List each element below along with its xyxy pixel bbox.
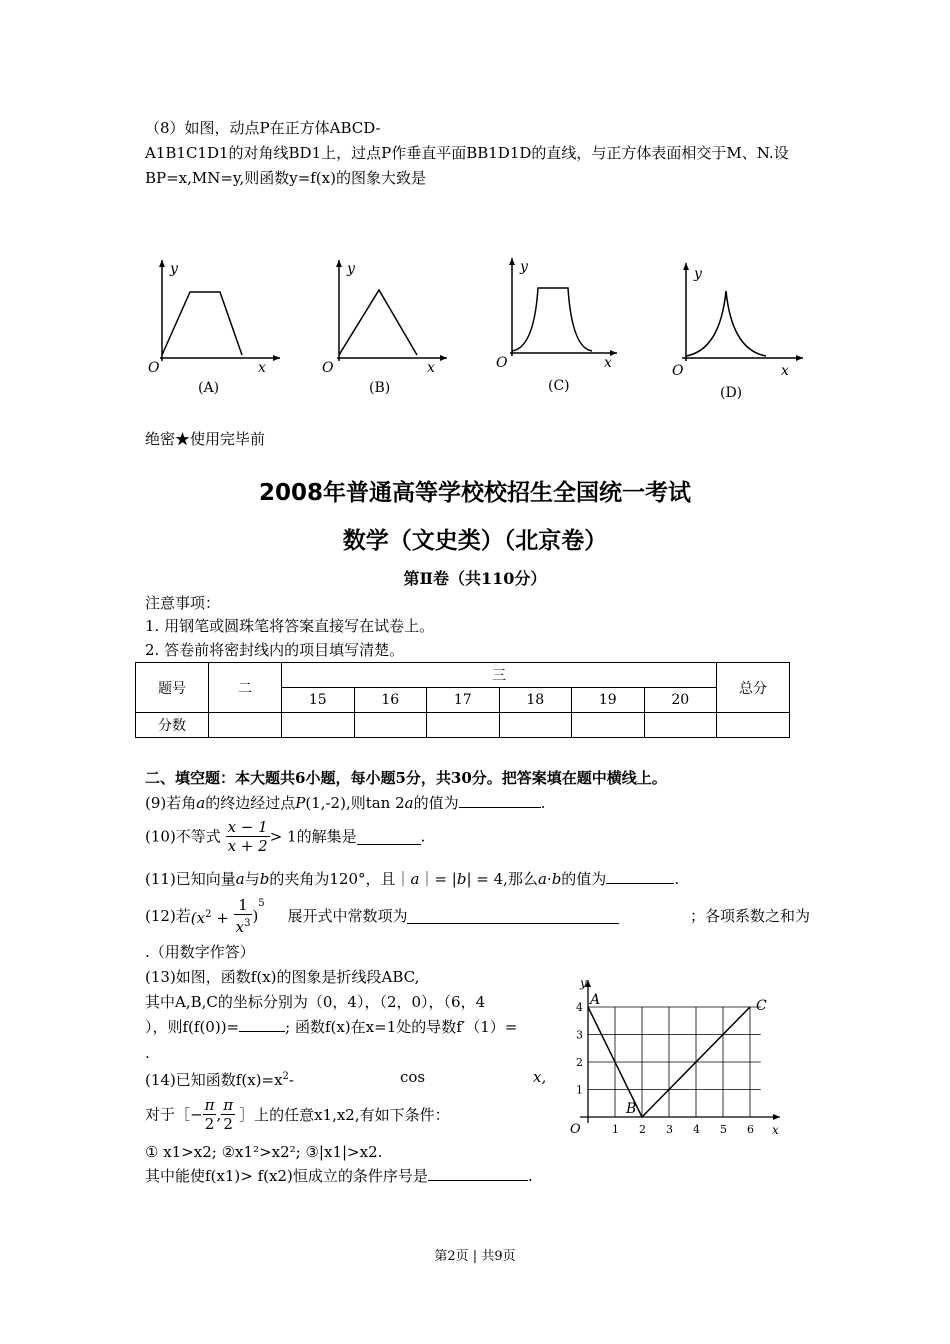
q13-origin: O bbox=[570, 1122, 581, 1137]
score-cell[interactable] bbox=[644, 713, 717, 738]
q14-line1a: (14)已知函数f(x)=x bbox=[145, 1071, 283, 1089]
notice-item-2: 2. 答卷前将密封线内的项目填写清楚。 bbox=[145, 641, 405, 659]
question-9: (9)若角a的终边经过点P(1,-2),则tan 2a的值为 . bbox=[145, 794, 546, 812]
q12-open: (x bbox=[190, 908, 206, 927]
q13-y-tick: 4 bbox=[576, 1001, 583, 1014]
q13-x-tick: 6 bbox=[747, 1123, 754, 1136]
q10-text-a: (10)不等式 bbox=[145, 827, 221, 846]
score-cell[interactable] bbox=[572, 713, 645, 738]
question-12: (12)若($x^2$ + $\frac{1}{x^3}$ )$^5$ 展开式中常数项为 ；各项系数之和为 bbox=[145, 896, 810, 936]
q13-x-tick: 1 bbox=[612, 1123, 619, 1136]
question-8 bbox=[145, 116, 815, 191]
q12-fraction: $\frac{1}{x^3}$ bbox=[235, 896, 251, 936]
q12-answer-blank-1[interactable] bbox=[407, 908, 619, 924]
q12-power: 5 bbox=[258, 898, 265, 909]
q13-y-tick: 3 bbox=[576, 1028, 583, 1042]
q13-line3b: ; 函数f(x)在x=1处的导数f′（1）= bbox=[285, 1018, 518, 1036]
q14-cos: cos bbox=[400, 1068, 426, 1086]
score-table-q16: 16 bbox=[354, 688, 427, 713]
q13-x-arrow bbox=[773, 1114, 780, 1120]
q14-conditions: ① x1>x2; ②x1²>x2²; ③|x1|>x2. bbox=[145, 1143, 383, 1161]
q13-line2: 其中A,B,C的坐标分别为（0，4），（2，0），（6，4 bbox=[145, 993, 486, 1011]
graph-d-origin: O bbox=[672, 363, 684, 379]
q11-text-d: ｜= | bbox=[419, 870, 457, 888]
q10-fraction bbox=[226, 818, 270, 855]
score-table-total: 总分 bbox=[717, 663, 790, 713]
q9-end: . bbox=[540, 794, 546, 812]
graph-c-caption: (C) bbox=[548, 378, 570, 394]
q12-text-c: ；各项系数之和为 bbox=[689, 907, 810, 925]
q11-text-e: | = 4,那么 bbox=[466, 870, 538, 888]
graph-b-caption: (B) bbox=[369, 380, 391, 396]
q13-grid bbox=[588, 1007, 761, 1117]
graph-c-y-label: y bbox=[520, 259, 528, 275]
graph-b-x-label: x bbox=[427, 360, 435, 376]
q14-pi-2: π bbox=[223, 1096, 234, 1114]
score-cell[interactable] bbox=[209, 713, 282, 738]
score-cell[interactable] bbox=[427, 713, 500, 738]
q13-y-tick: 2 bbox=[576, 1056, 583, 1069]
score-cell[interactable] bbox=[717, 713, 790, 738]
graph-c bbox=[492, 253, 642, 403]
score-table-section-two: 二 bbox=[209, 663, 282, 713]
q13-x-tick: 5 bbox=[720, 1123, 727, 1136]
q13-line3a: ），则f(f(0))= bbox=[145, 1018, 240, 1036]
score-table-q18: 18 bbox=[499, 688, 572, 713]
score-table bbox=[135, 662, 790, 738]
q14-comma: , bbox=[216, 1105, 222, 1124]
q8-line1: （8）如图，动点P在正方体ABCD- bbox=[145, 119, 381, 137]
q12-text-a: (12)若 bbox=[145, 907, 191, 925]
q11-answer-blank[interactable] bbox=[606, 868, 674, 884]
graph-b-origin: O bbox=[322, 360, 334, 376]
q14-line2a: 对于［− bbox=[145, 1105, 203, 1124]
q8-line2: A1B1C1D1的对角线BD1上，过点P作垂直平面BB1D1D的直线，与正方体表面相交于M、N.设 bbox=[145, 144, 789, 162]
secret-label: 绝密★使用完毕前 bbox=[145, 430, 266, 448]
q14-line1: (14)已知函数$f(x)=x^2-$ cos x, bbox=[145, 1068, 547, 1089]
q10-numerator: x − 1 bbox=[227, 818, 268, 836]
score-table-section-three: 三 bbox=[282, 663, 717, 688]
q13-point-b: B bbox=[626, 1101, 637, 1117]
graph-a-x-label: x bbox=[258, 360, 266, 376]
q14-line4-text: 其中能使f(x1)> f(x2)恒成立的条件序号是 bbox=[145, 1167, 428, 1185]
score-table-label: 题号 bbox=[136, 663, 209, 713]
q9-text-d: 的值为 bbox=[413, 794, 459, 812]
q10-text-b: 的解集是 bbox=[296, 827, 357, 846]
q10-relation: > 1 bbox=[269, 827, 297, 846]
q13-x-tick: 4 bbox=[693, 1123, 700, 1136]
score-cell[interactable] bbox=[499, 713, 572, 738]
q14-x: x, bbox=[533, 1068, 547, 1086]
graph-b-y-label: y bbox=[347, 261, 355, 277]
q12-denominator: x bbox=[235, 918, 245, 936]
q13-y-tick: 1 bbox=[576, 1083, 583, 1097]
q11-text-b: 与 bbox=[244, 870, 260, 888]
question-11: (11)已知向量a与b的夹角为120°，且｜a｜= |b| = 4,那么a·b的值为 . bbox=[145, 870, 680, 888]
graph-d bbox=[668, 258, 818, 408]
q11-text-f: · bbox=[546, 870, 552, 888]
q13-y-label: y bbox=[580, 976, 587, 990]
graph-d-y-label: y bbox=[694, 266, 702, 282]
graph-c-origin: O bbox=[496, 355, 508, 371]
q13-ticks bbox=[576, 1001, 754, 1136]
q12-numerator: 1 bbox=[234, 896, 253, 915]
q14-pi-1: π bbox=[204, 1096, 215, 1114]
notice-item-1: 1. 用钢笔或圆珠笔将答案直接写在试卷上。 bbox=[145, 617, 435, 635]
q8-line3: BP=x,MN=y,则函数y=f(x)的图象大致是 bbox=[145, 169, 426, 187]
q14-line2b: ］上的任意x1,x2,有如下条件： bbox=[239, 1105, 450, 1124]
q11-end: . bbox=[674, 870, 680, 888]
score-table-row-label: 分数 bbox=[136, 713, 209, 738]
graph-a-origin: O bbox=[148, 360, 160, 376]
q9-text-b: 的终边经过点 bbox=[205, 794, 296, 812]
q11-text-g: 的值为 bbox=[561, 870, 607, 888]
exam-title: 2008年普通高等学校校招生全国统一考试 bbox=[258, 480, 691, 506]
q12-line2: .（用数字作答） bbox=[145, 943, 255, 961]
score-cell[interactable] bbox=[354, 713, 427, 738]
q13-line4: . bbox=[145, 1044, 150, 1062]
score-table-q17: 17 bbox=[427, 688, 500, 713]
q13-x-label: x bbox=[772, 1123, 779, 1137]
q13-answer-blank-1[interactable] bbox=[239, 1016, 285, 1032]
q14-answer-blank[interactable] bbox=[428, 1165, 528, 1181]
q9-text-a: (9)若角 bbox=[145, 794, 197, 812]
q12-plus: + bbox=[211, 908, 234, 927]
q14-line4 bbox=[145, 1165, 533, 1187]
q14-frac-2 bbox=[221, 1096, 235, 1133]
q11-text-c: 的夹角为120°，且｜ bbox=[269, 870, 411, 888]
score-table-q19: 19 bbox=[572, 688, 645, 713]
q13-chart bbox=[560, 975, 790, 1140]
q10-end: . bbox=[420, 827, 426, 846]
q14-line2 bbox=[145, 1096, 450, 1133]
q14-line1b: - bbox=[288, 1071, 294, 1089]
graph-b bbox=[317, 255, 467, 405]
question-10 bbox=[145, 818, 425, 855]
q9-text-c: (1,-2),则tan 2 bbox=[305, 794, 405, 812]
q14-end: . bbox=[527, 1167, 533, 1185]
graph-d-x-label: x bbox=[781, 363, 789, 379]
graph-a-caption: (A) bbox=[198, 380, 220, 396]
graph-a-y-label: y bbox=[170, 261, 178, 277]
q13-x-tick: 2 bbox=[639, 1123, 646, 1136]
q11-text-a: (11)已知向量 bbox=[145, 870, 236, 888]
paper-part-title: 第Ⅱ卷（共110分） bbox=[403, 569, 547, 588]
q10-answer-blank[interactable] bbox=[357, 829, 421, 845]
section-2-heading: 二、填空题：本大题共6小题，每小题5分，共30分。把答案填在题中横线上。 bbox=[145, 769, 667, 787]
q9-answer-blank[interactable] bbox=[459, 792, 541, 808]
graph-c-x-label: x bbox=[604, 355, 612, 371]
q13-point-c: C bbox=[756, 998, 767, 1014]
q10-denominator: x + 2 bbox=[227, 837, 268, 855]
q14-frac-1 bbox=[203, 1096, 217, 1133]
graph-d-caption: (D) bbox=[720, 385, 743, 401]
score-table-q20: 20 bbox=[644, 688, 717, 713]
q14-two-2: 2 bbox=[223, 1115, 233, 1133]
score-table-q15: 15 bbox=[282, 688, 355, 713]
exam-subtitle: 数学（文史类）（北京卷） bbox=[342, 528, 608, 554]
q13-x-tick: 3 bbox=[666, 1123, 673, 1136]
q12-close: ) bbox=[252, 907, 259, 925]
notice-heading: 注意事项： bbox=[145, 594, 221, 612]
q12-text-b: 展开式中常数项为 bbox=[287, 907, 408, 925]
graph-a bbox=[140, 255, 290, 405]
score-cell[interactable] bbox=[282, 713, 355, 738]
page-footer: 第2页 | 共9页 bbox=[434, 1249, 516, 1264]
q13-point-a: A bbox=[590, 992, 601, 1008]
q13-line1: (13)如图，函数f(x)的图象是折线段ABC, bbox=[145, 968, 420, 986]
q14-two-1: 2 bbox=[204, 1115, 215, 1133]
q13-line3 bbox=[145, 1016, 517, 1038]
